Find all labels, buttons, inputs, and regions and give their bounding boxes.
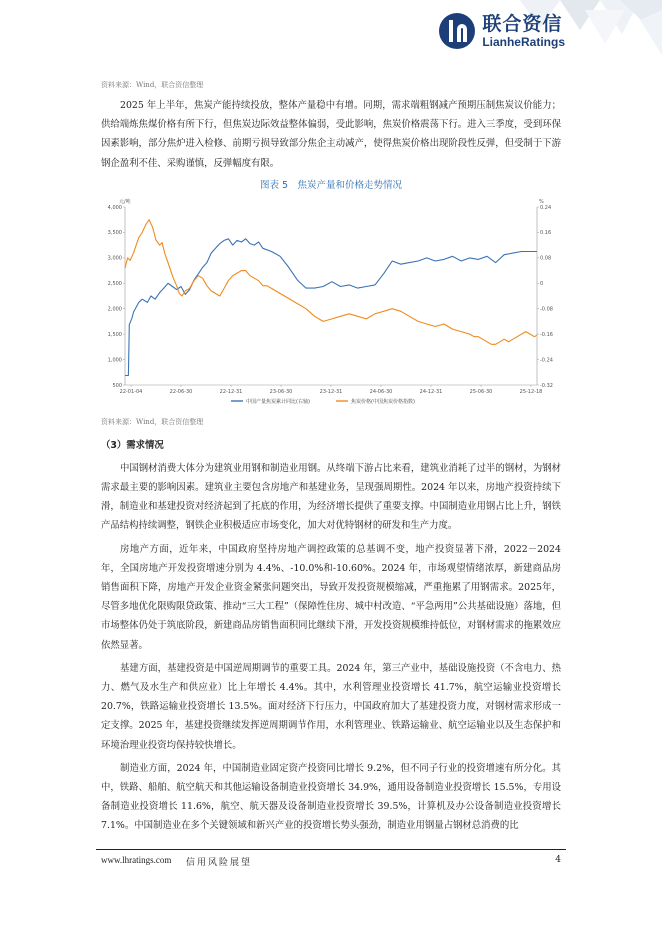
right-tick-label: 0 (540, 280, 544, 287)
left-tick-label: 3,000 (107, 255, 122, 262)
right-tick-label: -0.24 (540, 357, 553, 364)
page-number: 4 (555, 855, 561, 865)
logo-english-name: LianheRatings (482, 35, 565, 49)
x-tick-label: 25-06-30 (469, 388, 493, 395)
right-tick-label: 0.16 (540, 230, 552, 237)
x-tick-label: 25-12-18 (519, 388, 543, 395)
paragraph-coke: 2025 年上半年，焦炭产能持续投放，整体产量稳中有增。同期，需求端粗钢减产预期压制焦炭议价能力；供给端炼焦煤价格有所下行，但焦炭边际效益整体偏弱，受此影响，焦炭价格震荡下行。进入三季度，受到环保因素影响，部分焦炉进入检修、前期亏损导致部分焦企主动减产，使得焦炭价格出现阶段性反弹，但受制于下游钢企盈利不佳、采购谨慎，反弹幅度有限。 (101, 100, 561, 169)
left-tick-label: 1,500 (107, 331, 122, 338)
x-tick-label: 22-12-31 (219, 388, 243, 395)
x-tick-label: 24-12-31 (419, 388, 443, 395)
x-tick-label: 24-06-30 (369, 388, 393, 395)
coke-chart (101, 195, 561, 417)
logo-chinese-name: 联合资信 (482, 13, 563, 35)
legend-label: 焦炭价格(中国焦炭价格指数) (351, 398, 415, 405)
source-note: 资料来源：Wind，联合资信整理 (101, 81, 204, 89)
lianhe-logo-icon (438, 12, 476, 50)
paragraph-real-estate: 房地产方面，近年来，中国政府坚持房地产调控政策的总基调不变，地产投资显著下滑，2022－2024年，全国房地产开发投资增速分别为 4.4%、-10.0%和-10.60%。2024 年，市场观望情绪浓厚，新建商品房销售面积下降，房地产开发企业资金紧张问题突出，导致开发投资规模缩减，严重拖累了用钢需求。2025年，尽管多地优化限购限贷政策、推动“三大工程”（保障性住房、城中村改造、“平急两用”公共基础设施）落地，但市场整体仍处于筑底阶段，新建商品房销售面积同比继续下滑，开发投资规模维持低位，对钢材需求的拖累效应依然显著。 (101, 543, 561, 651)
left-tick-label: 2,000 (107, 306, 122, 313)
figure-title: 图表 5 焦炭产量和价格走势情况 (259, 179, 403, 191)
right-tick-label: 0.24 (540, 204, 552, 211)
right-tick-label: -0.32 (540, 382, 553, 389)
right-tick-label: -0.16 (540, 331, 553, 338)
right-axis-unit: % (539, 198, 544, 205)
chart-source-note: 资料来源：Wind，联合资信整理 (101, 417, 204, 426)
page-content (101, 80, 561, 836)
right-tick-label: 0.08 (540, 255, 552, 262)
left-axis-unit: 元/吨 (119, 198, 131, 205)
right-tick-label: -0.08 (540, 306, 553, 313)
footer-website-link[interactable]: www.lhratings.com (101, 855, 172, 865)
footer-divider (96, 849, 566, 850)
x-tick-label: 22-01-04 (119, 388, 143, 395)
footer-publication-title: 信用风险展望 (186, 858, 253, 868)
x-tick-label: 22-06-30 (169, 388, 193, 395)
paragraph-manufacturing: 制造业方面，2024 年，中国制造业固定资产投资同比增长 9.2%，但不同子行业的投资增速有所分化。其中，铁路、船舶、航空航天和其他运输设备制造业投资增长 34.9%，通用设备制造业投资增长 15.5%，专用设备制造业投资增长 11.6%，航空、航天器及设备制造业投资增长 39.5%，计算机及办公设备制造业投资增长 7.1%。中国制造业在多个关键领域和新兴产业的投资增长势头强劲，制造业用钢量占钢材总消费的比 (101, 762, 561, 832)
x-tick-label: 23-12-31 (319, 388, 343, 395)
series-line-coke-output-yoy (125, 239, 537, 376)
brand-logo (438, 12, 565, 50)
left-tick-label: 2,500 (107, 280, 122, 287)
left-tick-label: 500 (112, 382, 122, 389)
left-tick-label: 3,500 (107, 230, 122, 237)
left-tick-label: 1,000 (107, 357, 122, 364)
left-tick-label: 4,000 (107, 204, 122, 211)
legend-label: 中国产量焦炭累计同比(右轴) (246, 398, 310, 405)
paragraph-steel-demand: 中国钢材消费大体分为建筑业用钢和制造业用钢。从终端下游占比来看，建筑业消耗了过半的钢材，为钢材需求最主要的影响因素。建筑业主要包含房地产和基建业务，呈现强周期性。2024 年以来，房地产投资持续下滑，制造业和基建投资对经济起到了托底的作用，为经济增长提供了重要支撑。中国制造业用钢占比上升，钢铁产品结构持续调整，钢铁企业积极适应市场变化，加大对优特钢材的研发和生产力度。 (101, 462, 561, 532)
paragraph-infrastructure: 基建方面，基建投资是中国逆周期调节的重要工具。2024 年，第三产业中，基础设施投资（不含电力、热力、燃气及水生产和供应业）比上年增长 4.4%。其中，水利管理业投资增长 41.7%，航空运输业投资增长 20.7%，铁路运输业投资增长 13.5%。面对经济下行压力，中国政府加大了基建投资力度，对钢材需求形成一定支撑。2025 年，基建投资继续发挥逆周期调节作用，水利管理业、铁路运输业、航空运输业以及生态保护和环境治理业投资均保持较快增长。 (101, 662, 561, 751)
x-tick-label: 23-06-30 (269, 388, 293, 395)
section-heading: （3）需求情况 (101, 439, 164, 451)
